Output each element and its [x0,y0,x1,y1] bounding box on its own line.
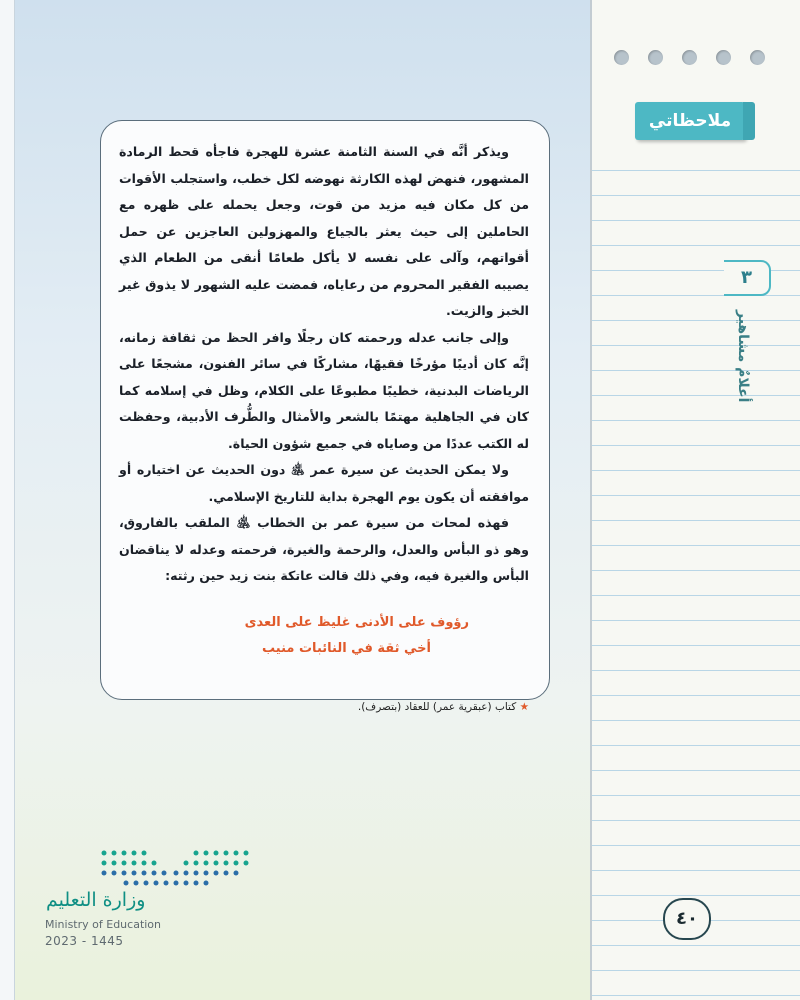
page-left-edge [0,0,15,1000]
chapter-title-tab [720,296,766,416]
page-number: ٤٠ [663,898,711,940]
verse-line-1: رؤوف على الأدنى غليظ على العدى [244,614,469,630]
binder-hole-icon [750,50,765,65]
verse-line-2: أخي ثقة في النائبات منيب [262,640,431,656]
binder-hole-icon [716,50,731,65]
chapter-title: أعلامٌ مشاهير [735,309,751,403]
ministry-dots-logo-icon [96,845,256,887]
logo-arabic-text: وزارة التعليم [46,889,146,911]
footnote-text: كتاب (عبقرية عمر) للعقاد (بتصرف). [357,700,517,713]
notes-tab: ملاحظاتي [635,102,745,140]
star-icon: ★ [519,700,529,713]
paragraph: ويذكر أنَّه في السنة الثامنة عشرة للهجرة فاجأه قحط الرمادة المشهور، فنهض لهذه الكارثة نهوضه لكل خطب، واستجلب الأقوات من كل مكان فيه مزيد من قوت، وجعل يحمله على ظهره مع الحاملين إلى حيث يعثر بالجياع والمهزولين العاجزين عن حمل أقواتهم، وآلى على نفسه لا يأكل طعامًا أنقى من الطعام الذي يصيبه الفقير المحروم من رعاياه، فمضت عليه الشهور لا يذوق غير الخبز والزيت. [119,144,529,318]
notes-notebook-panel [590,0,800,1000]
paragraph: وإلى جانب عدله ورحمته كان رجلًا وافر الحظ من ثقافة زمانه، إنَّه كان أديبًا مؤرخًا فقيهًا، مشاركًا في سائر الفنون، مشجعًا على الرياضات البدنية، خطيبًا مطبوعًا على الكلام، وظل في إسلامه كما كان في الجاهلية مهتمًا بالشعر والأمثال والطُّرف الأدبية، وحفظت له الكتب عددًا من وصاياه في جميع شؤون الحياة. [119,329,529,451]
chapter-number: ٣ [724,260,771,296]
binder-hole-icon [614,50,629,65]
paragraph: ولا يمكن الحديث عن سيرة عمر ﵁ دون الحديث عن اختياره أو موافقته أن يكون يوم الهجرة بداية للتاريخ الإسلامي. [119,462,529,504]
reading-text-box [100,120,550,713]
binder-hole-icon [648,50,663,65]
logo-english-text: Ministry of Education [45,918,162,931]
paragraph: فهذه لمحات من سيرة عمر بن الخطاب ﵁ الملقب بالفاروق، وهو ذو البأس والعدل، والرحمة والغيرة، فرحمته وعدله لا يناقضان البأس والغيرة فيه، وفي ذلك قالت عاتكة بنت زيد حين رثته: [119,515,529,583]
footnote [119,694,529,721]
poem-verse [119,610,529,662]
binder-hole-icon [682,50,697,65]
logo-year: 2023 - 1445 [45,934,124,948]
ministry-logo [40,840,220,960]
